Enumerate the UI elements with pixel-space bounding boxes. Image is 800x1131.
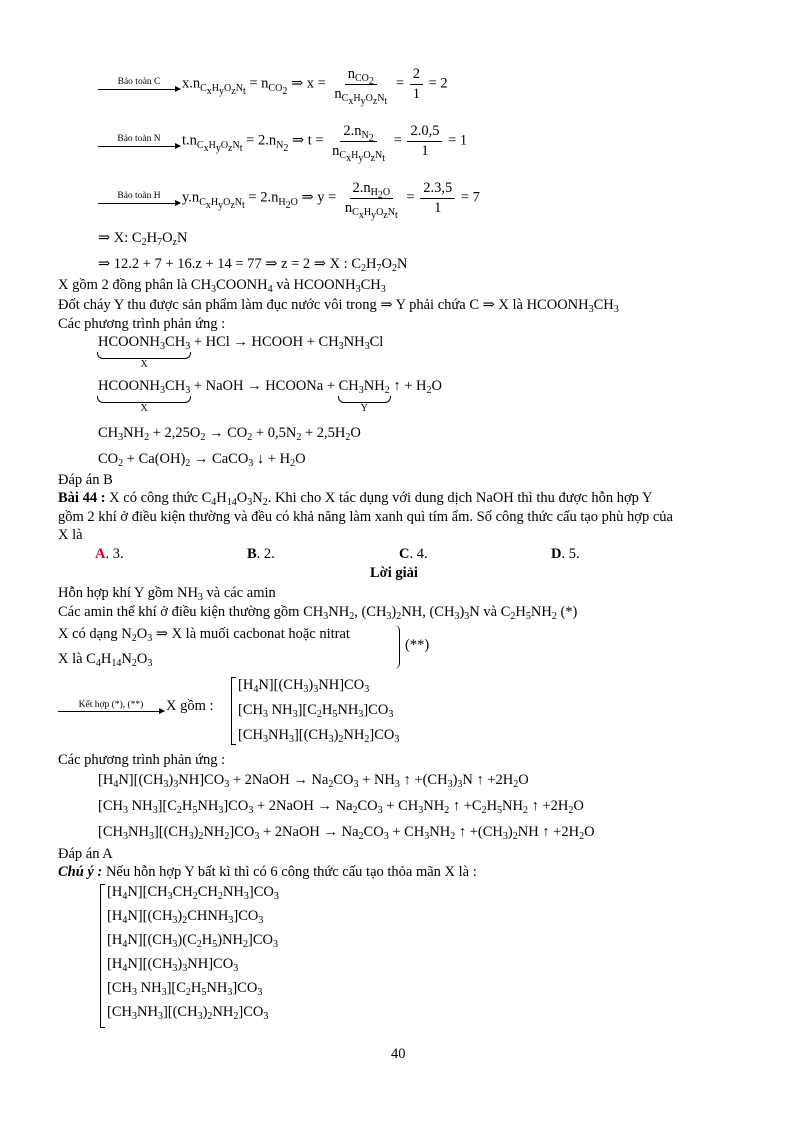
- combine-line: Kết hợp (*), (**) X gồm :: [58, 698, 214, 715]
- reaction-44-2: [$CH_3$ $NH_3][C_2H_5NH_3]CO_3$ + 2NaOH → $Na_2CO_3 + CH_3NH_2$ ↑ $+C_2H_5NH_2$ ↑ $+2H_2O$: [98, 798, 584, 816]
- option-b: B. 2.: [247, 546, 275, 562]
- isomers-line: X gồm 2 đồng phân là $CH_3COONH_4$ và $HCOONH_3CH_3$: [58, 277, 386, 295]
- reaction-44-1: $[H_4N][(CH_3)_3NH]CO_3$ + 2NaOH → $Na_2CO_3 + NH_3$ ↑ $+(CH_3)_3N$ ↑ $+2H_2O$: [98, 772, 529, 790]
- x-option-1: $[H_4N][(CH_3)_3NH]CO_3$: [238, 677, 370, 695]
- reaction-limewater: $CO_2 + Ca(OH)_2$ → CaCO$_3$ ↓ + $H_2O$: [98, 451, 306, 469]
- problem-44-line1: Bài 44 : X có công thức $C_4H_{14}O_3N_2$. Khi cho X tác dụng với dung dịch NaOH thì thu được hỗn hợp Y: [58, 490, 653, 508]
- conservation-h-line: Bảo toàn H $y.n_{C_xH_yO_zN_t} = 2.n_{H_2O}$ ⇒ y = $\frac{2.n_{H_2O}}{n_{C_xH_yO_zN_t}}$ = $\frac{2.3,5}{1}$ = 7: [98, 180, 480, 216]
- mass-equation-line: ⇒ 12.2 + 7 + 16.z + 14 = 77 ⇒ z = 2 ⇒ X : $C_2H_7O_2N$: [98, 256, 408, 274]
- left-bracket-note: [100, 884, 105, 1028]
- x-option-3: $[CH_3NH_3][(CH_3)_2NH_2]CO_3$: [238, 727, 400, 745]
- problem-44-line2: gồm 2 khí ở điều kiện thường và đều có khả năng làm xanh quì tím ẩm. Số công thức cấu tạo phù hợp của: [58, 509, 673, 525]
- x-option-2: [$CH_3$ $NH_3][C_2H_5NH_3]CO_3$: [238, 702, 394, 720]
- note-formula-6: $[CH_3NH_3][(CH_3)_2NH_2]CO_3$: [107, 1004, 269, 1022]
- burn-line: Đốt cháy Y thu được sản phẩm làm đục nước vôi trong ⇒ Y phải chứa C ⇒ X là $HCOONH_3CH_3$: [58, 297, 619, 315]
- arrow-label-h: Bảo toàn H: [117, 191, 161, 202]
- option-a: A. 3.: [95, 546, 124, 562]
- conservation-n-line: Bảo toàn N $t.n_{C_xH_yO_zN_t} = 2.n_{N_2}$ ⇒ t = $\frac{2.n_{N_2}}{n_{C_xH_yO_zN_t}}$ = $\frac{2.0,5}{1}$ = 1: [98, 123, 467, 159]
- left-bracket-combine: [231, 677, 236, 745]
- reactions-heading: Các phương trình phản ứng :: [58, 316, 226, 332]
- answer-b: Đáp án B: [58, 472, 113, 488]
- note-line: Chú ý : Nếu hỗn hợp Y bất kì thì có 6 công thức cấu tạo thỏa mãn X là :: [58, 864, 477, 880]
- solution-line1: Hỗn hợp khí Y gồm $NH_3$ và các amin: [58, 585, 276, 603]
- problem-44-line3: X là: [58, 527, 83, 543]
- page-number: 40: [391, 1046, 406, 1062]
- note-formula-1: $[H_4N][CH_3CH_2CH_2NH_3]CO_3$: [107, 884, 279, 902]
- reaction-hcl: $HCOONH_3CH_3$ X + HCl → HCOOH + $CH_3NH_3Cl$: [98, 334, 384, 370]
- arrow-label-combine: Kết hợp (*), (**): [78, 699, 144, 710]
- arrow-label-n: Bảo toàn N: [117, 134, 161, 145]
- mark-double-star: (**): [405, 637, 430, 653]
- solution-line4: X là $C_4H_{14}N_2O_3$: [58, 651, 153, 669]
- solution-title: Lời giải: [370, 565, 418, 581]
- reaction-combustion: $CH_3NH_2 + 2,25O_2 \to CO_2 + 0,5N_2 + 2,5H_2O$: [98, 425, 361, 443]
- reaction-44-3: $[CH_3NH_3][(CH_3)_2NH_2]CO_3$ + 2NaOH → $Na_2CO_3 + CH_3NH_2$ ↑ $+(CH_3)_2NH$ ↑ $+2H_2O$: [98, 824, 595, 842]
- note-formula-2: $[H_4N][(CH_3)_2CHNH_3]CO_3$: [107, 908, 264, 926]
- solution-line3: X có dạng $N_2O_3$ ⇒ X là muối cacbonat hoặc nitrat: [58, 626, 350, 644]
- x-formula-line: ⇒ X: $C_2H_7O_zN$: [98, 230, 188, 248]
- right-brace: [394, 625, 400, 669]
- note-formula-3: $[H_4N][(CH_3)(C_2H_5)NH_2]CO_3$: [107, 932, 279, 950]
- arrow-label-c: Bảo toàn C: [117, 77, 161, 88]
- note-formula-4: $[H_4N][(CH_3)_3NH]CO_3$: [107, 956, 239, 974]
- note-formula-5: [$CH_3$ $NH_3][C_2H_5NH_3]CO_3$: [107, 980, 263, 998]
- reaction-naoh: $HCOONH_3CH_3$ X + NaOH → HCOONa + $CH_3NH_2$ Y ↑ + $H_2O$: [98, 378, 443, 414]
- option-d: D. 5.: [551, 546, 580, 562]
- answer-a: Đáp án A: [58, 846, 113, 862]
- conservation-c-line: Bảo toàn C $x.n_{C_xH_yO_zN_t} = n_{CO_2}$ ⇒ x = $\frac{n_{CO_2}}{n_{C_xH_yO_zN_t}}$ = $\frac{2}{1}$ = 2: [98, 66, 448, 102]
- option-c: C. 4.: [399, 546, 428, 562]
- solution-line2: Các amin thể khí ở điều kiện thường gồm $CH_3NH_2$, $(CH_3)_2NH$, $(CH_3)_3N$ và $C_2H_5NH_2$ (*): [58, 604, 578, 622]
- reactions-heading-2: Các phương trình phản ứng :: [58, 752, 226, 768]
